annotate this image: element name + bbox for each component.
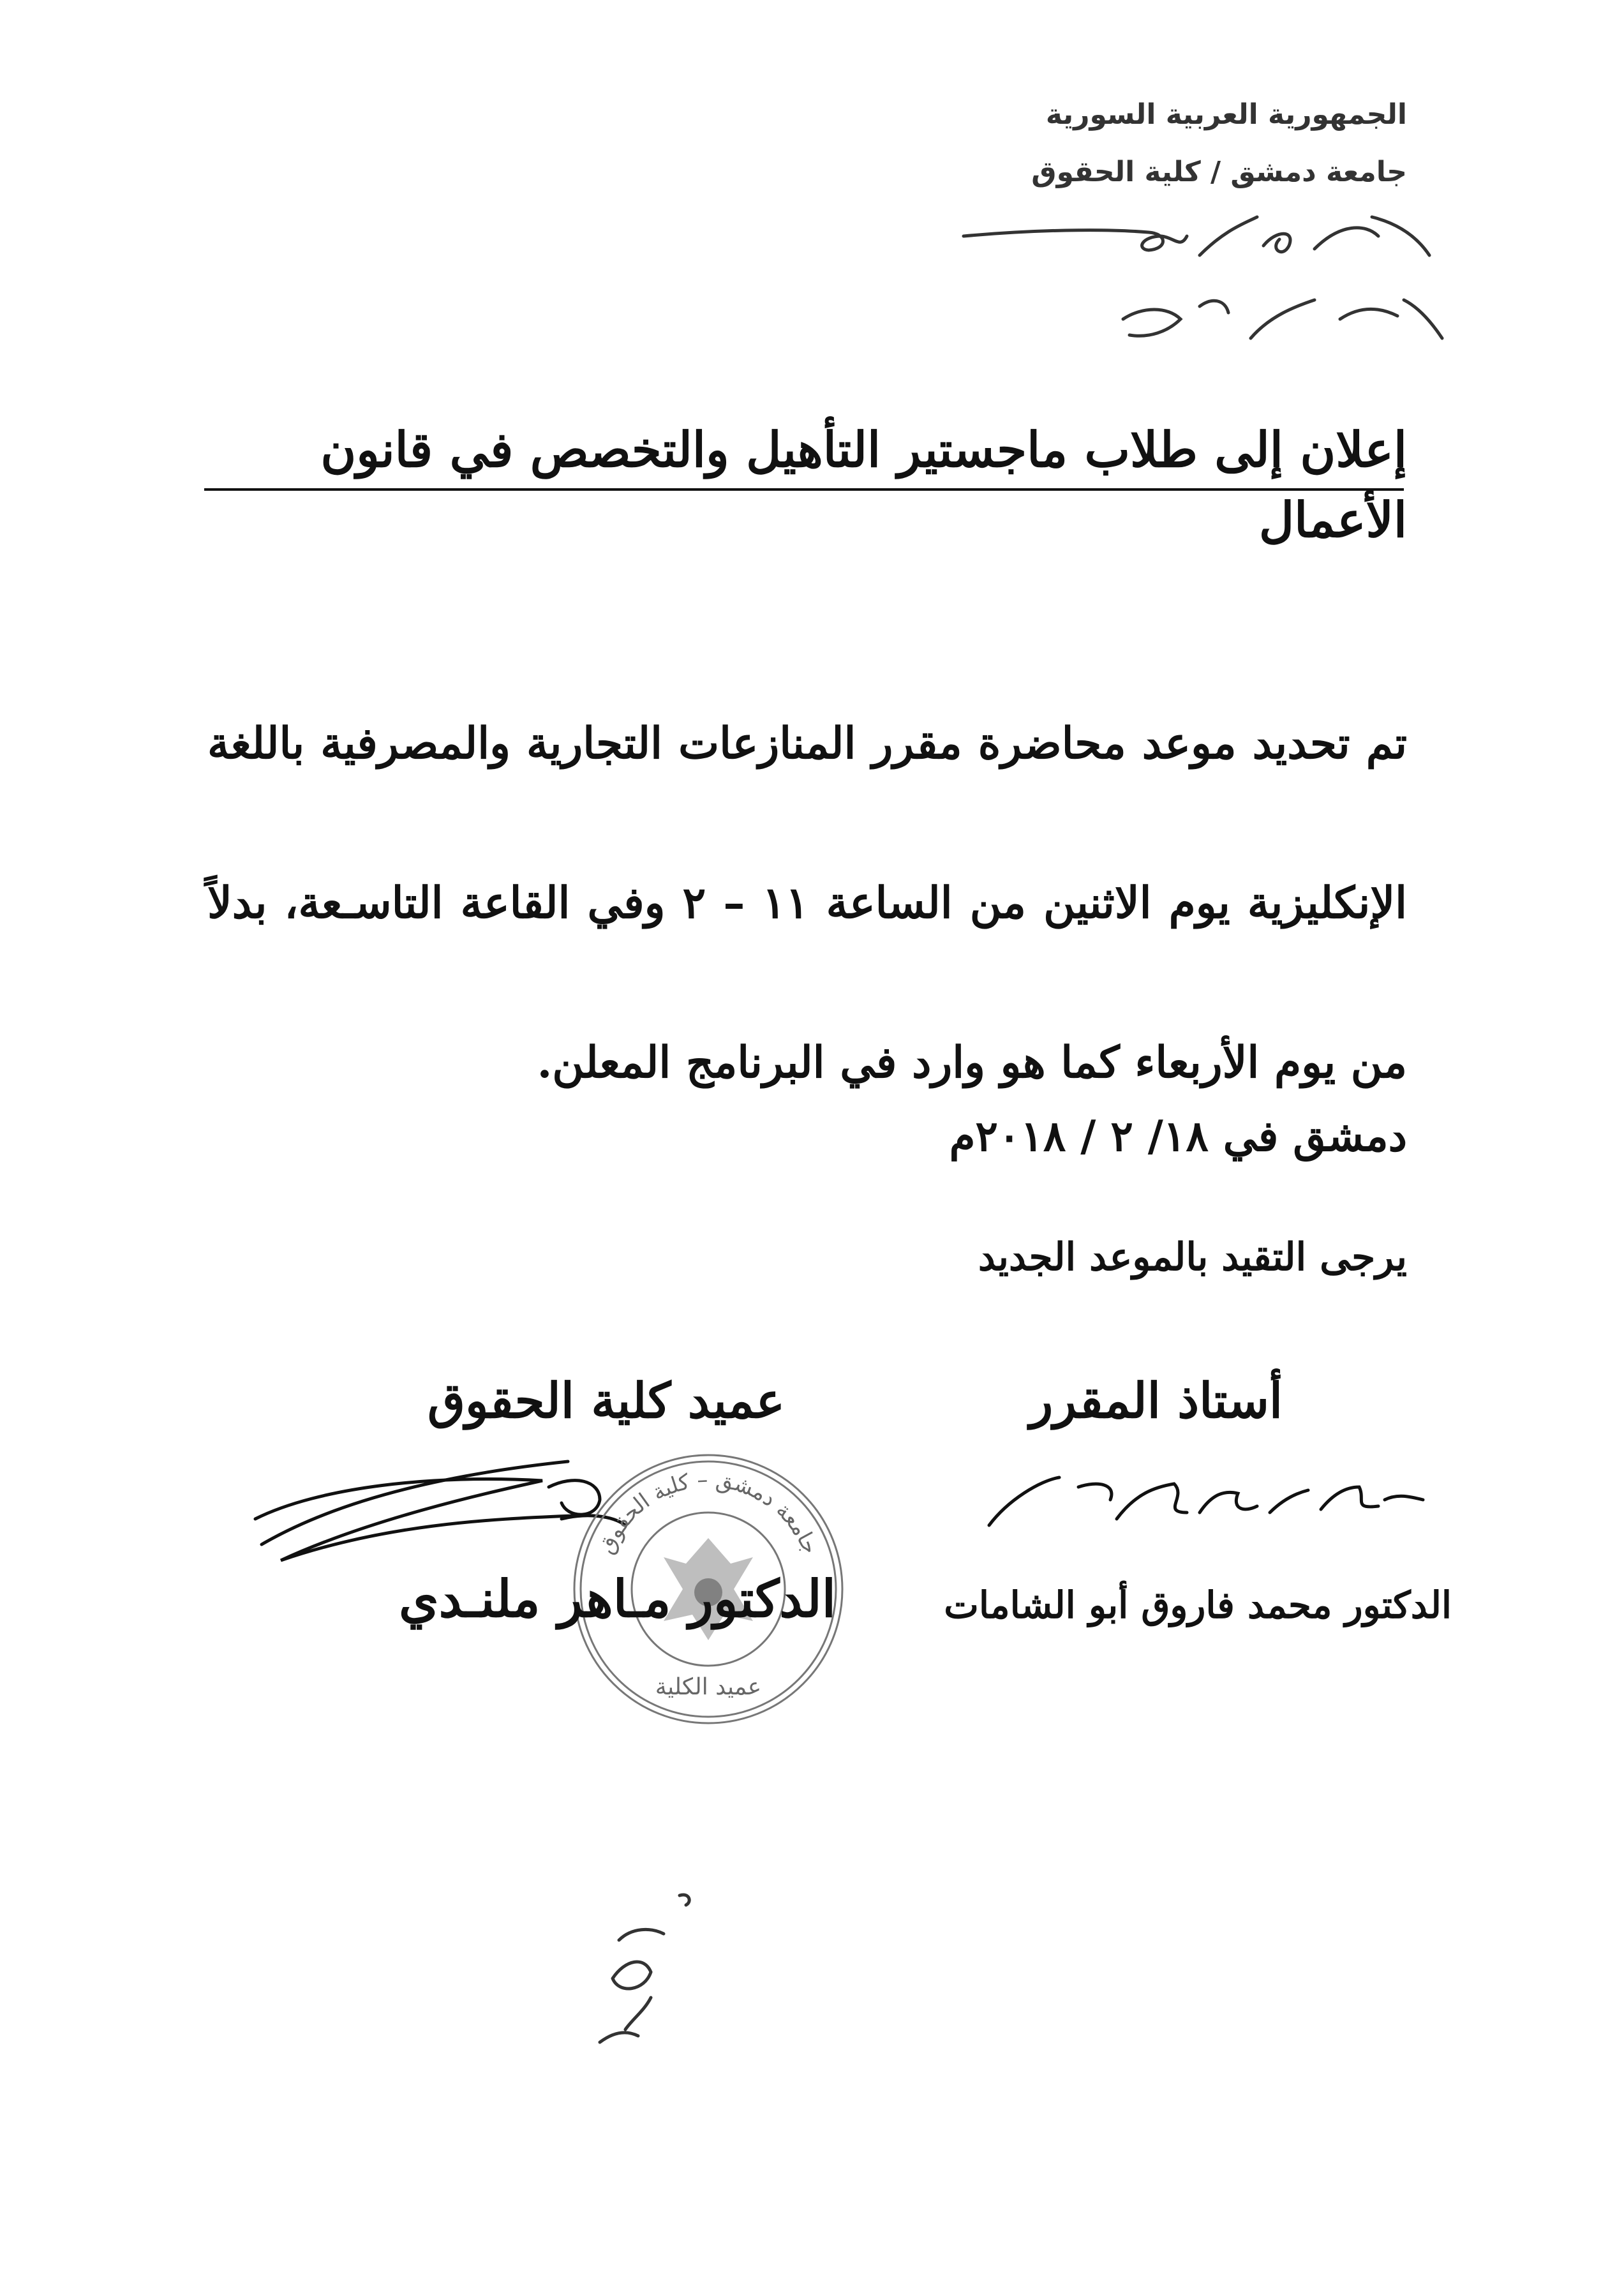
compliance-note: يرجى التقيد بالموعد الجديد	[978, 1235, 1407, 1280]
instructor-name: الدكتور محمد فاروق أبو الشامات	[944, 1583, 1452, 1627]
handwritten-reference-mark	[957, 211, 1455, 364]
dean-name: الدكتور مـاهر ملنـدي	[399, 1569, 836, 1629]
title-underline	[204, 488, 1404, 491]
seal-outer-text: جامعة دمشق – كلية الحقوق	[593, 1467, 824, 1558]
date-line: دمشق في ١٨/ ٢ / ٢٠١٨م	[949, 1111, 1407, 1161]
announcement-body: تم تحديد موعد محاضرة مقرر المنازعات التجارية والمصرفية باللغة الإنكليزية يوم الاثنين من الساعة ١١ – ٢ وفي القاعة التاسـعة، بدلاً من يوم الأربعاء كما هو وارد في البرنامج المعلن.	[207, 718, 1407, 1088]
letterhead-country: الجمهورية العربية السورية	[1045, 98, 1407, 131]
announcement-title: إعلان إلى طلاب ماجستير التأهيل والتخصص في قانون الأعمال	[320, 421, 1407, 548]
instructor-signature	[970, 1449, 1429, 1544]
letterhead-institution: جامعة دمشق / كلية الحقوق	[1031, 156, 1407, 188]
dean-title: عميد كلية الحقوق	[427, 1372, 785, 1429]
seal-inner-text: عميد الكلية	[655, 1674, 762, 1700]
instructor-title: أستاذ المقرر	[1029, 1372, 1283, 1429]
letterhead	[960, 86, 1407, 201]
handwritten-initials	[574, 1883, 740, 2049]
